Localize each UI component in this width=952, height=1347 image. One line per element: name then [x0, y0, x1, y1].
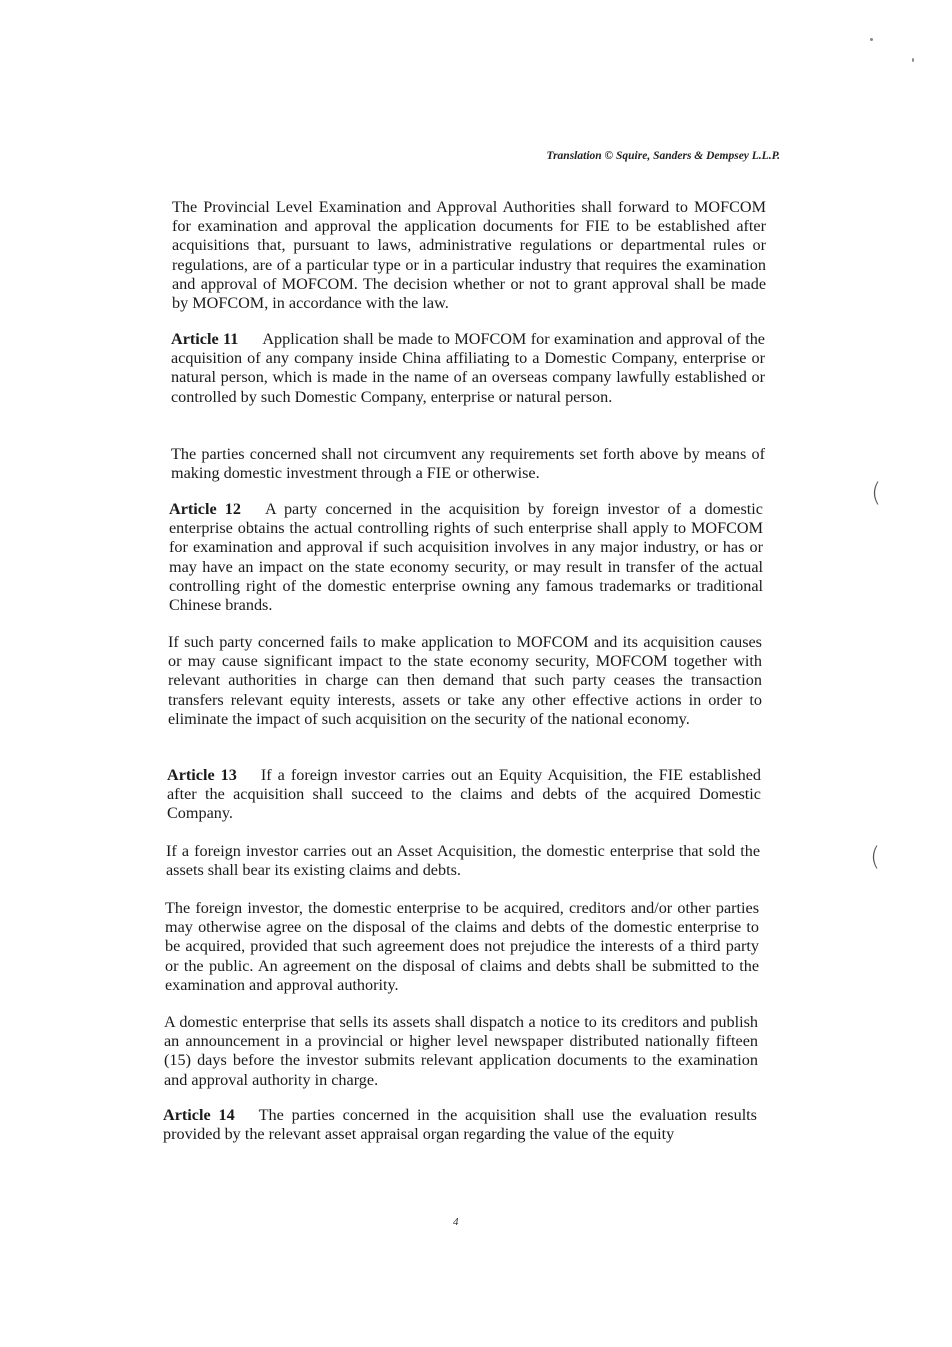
- translation-header: Translation © Squire, Sanders & Dempsey L.L.P.: [546, 150, 780, 162]
- article-14-paragraph: [163, 1106, 757, 1144]
- paragraph-8: [165, 899, 759, 995]
- article-heading: Article 12: [169, 500, 241, 518]
- paragraph-7: [166, 842, 760, 880]
- paragraph-3: [171, 445, 765, 483]
- article-heading: Article 11: [171, 330, 239, 348]
- paragraph-text: If such party concerned fails to make application to MOFCOM and its acquisition causes or may cause significant impact to the state economy security, MOFCOM together with relevant authorities in charge can then demand that such party ceases the transaction transfers relevant equity interests, assets or take any other effective actions in order to eliminate the impact of such acquisition on the security of the national economy.: [168, 633, 762, 728]
- scan-mark-paren: (: [871, 478, 882, 508]
- paragraph-text: The Provincial Level Examination and Approval Authorities shall forward to MOFCOM for examination and approval the application documents for FIE to be established after acquisitions that, pursuant to laws, administrative regulations or departmental rules or regulations, are of a particular type or in a particular industry that requires the examination and approval of MOFCOM. The decision whether or not to grant approval shall be made by MOFCOM, in accordance with the law.: [172, 198, 766, 313]
- paragraph-5: [168, 633, 762, 729]
- paragraph-text: If a foreign investor carries out an Asset Acquisition, the domestic enterprise that sold the assets shall bear its existing claims and debts.: [166, 842, 760, 880]
- article-12-paragraph: [169, 500, 763, 615]
- paragraph-text: A domestic enterprise that sells its assets shall dispatch a notice to its creditors and publish an announcement in a provincial or higher level newspaper distributed nationally fifteen (15) days before the investor submits relevant application documents to the examination and approval authority in charge.: [164, 1013, 758, 1089]
- paragraph-text: A party concerned in the acquisition by foreign investor of a domestic enterprise obtains the actual controlling rights of such enterprise shall apply to MOFCOM for examination and approval if such acquisition involves in any major industry, or has or may have an impact on the state economy security, or may result in transfer of the actual controlling right of the domestic enterprise owning any famous trademarks or traditional Chinese brands.: [169, 500, 763, 615]
- paragraph-text: If a foreign investor carries out an Equity Acquisition, the FIE established after the acquisition shall succeed to the claims and debts of the acquired Domestic Company.: [167, 766, 761, 823]
- paragraph-text: Application shall be made to MOFCOM for examination and approval of the acquisition of any company inside China affiliating to a Domestic Company, enterprise or natural person, which is made in the name of an overseas company lawfully established or controlled by such Domestic Company, enterprise or natural person.: [171, 330, 765, 406]
- scan-speck: [912, 58, 914, 62]
- paragraph-text: The foreign investor, the domestic enterprise to be acquired, creditors and/or other parties may otherwise agree on the disposal of the claims and debts of the domestic enterprise to be acquired, provided that such agreement does not prejudice the interests of a third party or the public. An agreement on the disposal of claims and debts shall be submitted to the examination and approval authority.: [165, 899, 759, 994]
- scan-mark-paren: (: [870, 842, 881, 872]
- paragraph-9: [164, 1013, 758, 1090]
- paragraph-text: The parties concerned shall not circumvent any requirements set forth above by means of making domestic investment through a FIE or otherwise.: [171, 445, 765, 483]
- article-heading: Article 14: [163, 1106, 235, 1124]
- article-13-paragraph: [167, 766, 761, 824]
- page-number: 4: [453, 1216, 459, 1228]
- article-heading: Article 13: [167, 766, 237, 784]
- article-11-paragraph: [171, 330, 765, 407]
- paragraph-1: [172, 198, 766, 313]
- paragraph-text: The parties concerned in the acquisition shall use the evaluation results provided by the relevant asset appraisal organ regarding the value of the equity: [163, 1106, 757, 1144]
- scan-speck: [870, 38, 873, 41]
